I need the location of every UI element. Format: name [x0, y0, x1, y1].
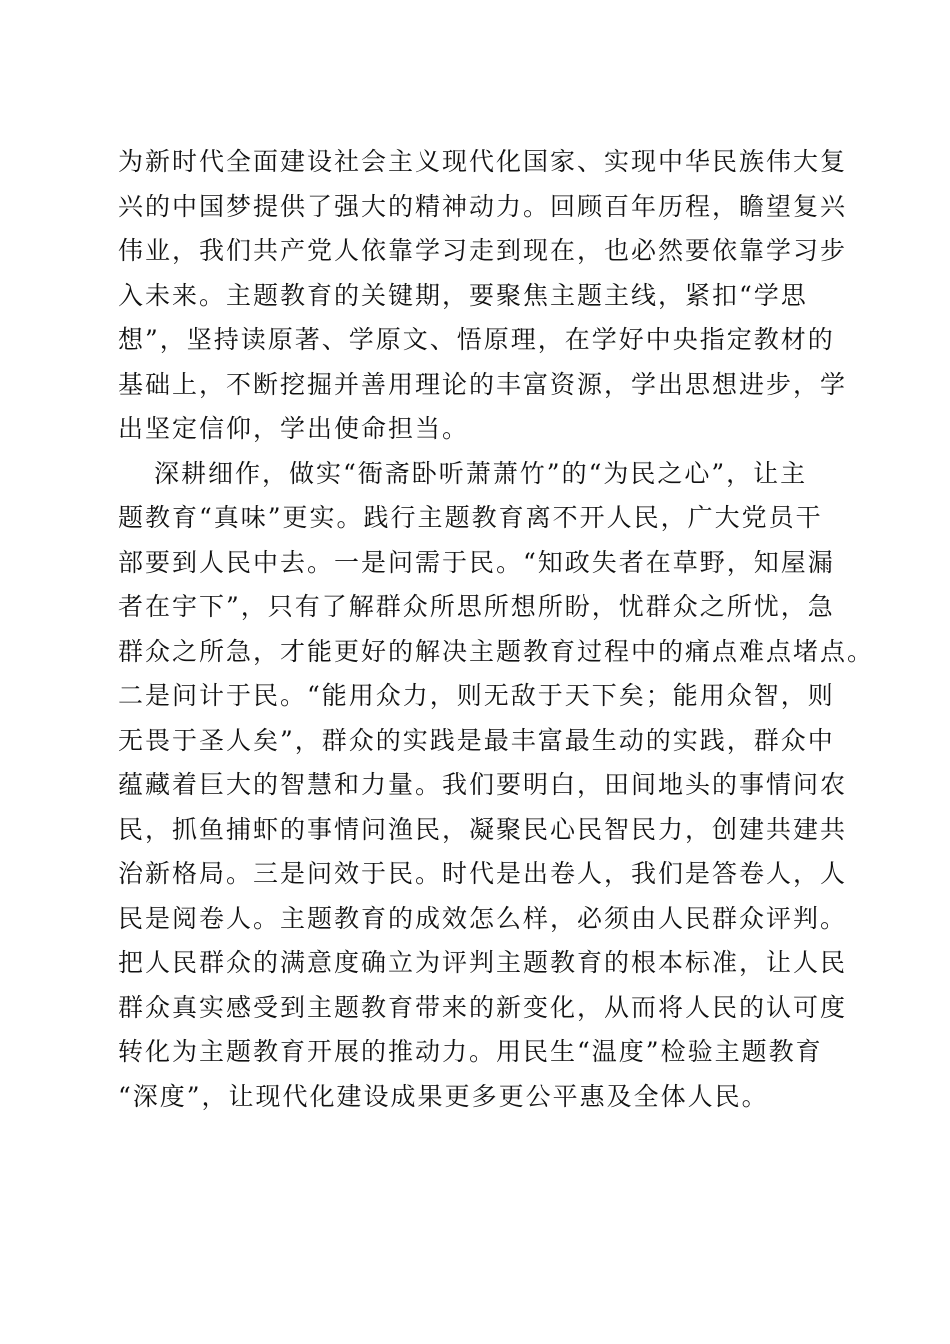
paragraph-line: 深耕细作，做实“衙斋卧听萧萧竹”的“为民之心”，让主 [154, 458, 808, 488]
paragraph-line: 基础上，不断挖掘并善用理论的丰富资源，学出思想进步，学 [118, 369, 848, 399]
paragraph-line: 想”，坚持读原著、学原文、悟原理，在学好中央指定教材的 [118, 325, 835, 354]
paragraph-1 [118, 140, 848, 452]
paragraph-line: 无畏于圣人矣”，群众的实践是最丰富最生动的实践，群众中 [118, 725, 835, 755]
paragraph-line: “深度”，让现代化建设成果更多更公平惠及全体人民。 [118, 1081, 769, 1111]
paragraph-line: 治新格局。三是问效于民。时代是出卷人，我们是答卷人，人 [118, 859, 848, 888]
paragraph-line: 民是阅卷人。主题教育的成效怎么样，必须由人民群众评判。 [118, 903, 848, 933]
paragraph-line: 民，抓鱼捕虾的事情问渔民，凝聚民心民智民力，创建共建共 [118, 814, 848, 844]
paragraph-line: 部要到人民中去。一是问需于民。“知政失者在草野，知屋漏 [118, 547, 835, 577]
paragraph-line: 转化为主题教育开展的推动力。用民生“温度”检验主题教育 [118, 1037, 823, 1066]
paragraph-line: 为新时代全面建设社会主义现代化国家、实现中华民族伟大复 [118, 147, 848, 176]
paragraph-line: 群众之所急，才能更好的解决主题教育过程中的痛点难点堵点。 [118, 636, 875, 666]
paragraph-line: 二是问计于民。“能用众力，则无敌于天下矣；能用众智，则 [118, 681, 835, 710]
paragraph-line: 者在宇下”，只有了解群众所思所想所盼，忧群众之所忧，急 [118, 592, 835, 621]
paragraph-line: 入未来。主题教育的关键期，要聚焦主题主线，紧扣“学思 [118, 280, 808, 310]
paragraph-line: 兴的中国梦提供了强大的精神动力。回顾百年历程，瞻望复兴 [118, 191, 848, 221]
paragraph-line: 出坚定信仰，学出使命担当。 [118, 414, 470, 443]
paragraph-2 [118, 452, 875, 1120]
paragraph-line: 伟业，我们共产党人依靠学习走到现在，也必然要依靠学习步 [118, 236, 848, 265]
document-body [118, 140, 875, 1119]
paragraph-line: 蕴藏着巨大的智慧和力量。我们要明白，田间地头的事情问农 [118, 770, 848, 799]
paragraph-line: 题教育“真味”更实。践行主题教育离不开人民，广大党员干 [118, 503, 823, 532]
paragraph-line: 群众真实感受到主题教育带来的新变化，从而将人民的认可度 [118, 992, 848, 1022]
paragraph-line: 把人民群众的满意度确立为评判主题教育的根本标准，让人民 [118, 948, 848, 977]
